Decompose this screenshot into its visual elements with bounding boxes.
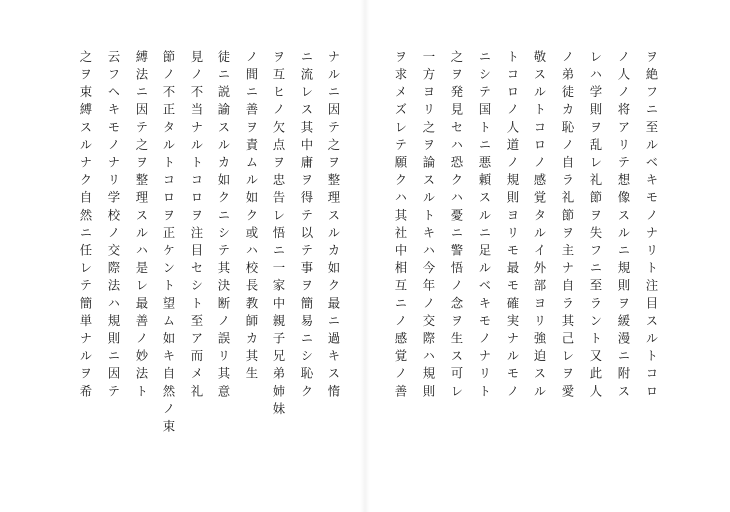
- text-column: ノ人ノ将アリテ想像スルニ規則ヲ緩漫ニ附ス: [616, 50, 631, 402]
- right-page: [365, 0, 730, 512]
- text-column: ニ流レス其中庸ヲ得テ以テ事ヲ簡易ニシ恥ク: [299, 50, 314, 402]
- text-column: ヲ互ヒノ欠点ヲ忠告レ悟ニ一家中親子兄弟姉妹: [271, 50, 286, 420]
- text-column: ヲ求メズレテ願クハ其社中相互ニノ感覚ノ善: [393, 50, 408, 402]
- text-column: レハ学則ヲ乱レ礼節ヲ失フニ至ラント又此人: [588, 50, 603, 402]
- text-column: 徒ニ説諭スルカ如クニシテ其決断ノ誤リ其意: [216, 50, 231, 402]
- text-column: ニシテ国トニ悪頼スルニ足ルベキモノナリト: [477, 50, 492, 402]
- text-column: 云フヘキモノナリ学校ノ交際法ハ規則ニ因テ: [106, 50, 121, 402]
- text-column: ヲ絶フニ至ルベキモノナリト注目スルトコロ: [644, 50, 659, 402]
- text-column: ノ弟徒カ恥ノ自ラ礼節ヲ主ナ自ラ其己レヲ愛: [560, 50, 575, 402]
- text-column: 節ノ不正タルトコロヲ正ケント望ム如キ自然ノ束: [161, 50, 176, 438]
- text-column: 敬スルトコロノ感覚タルイ外部ヨリ強迫スル: [532, 50, 547, 402]
- text-column: 一方ヨリ之ヲ論スルトキハ今年ノ交際ハ規則: [421, 50, 436, 402]
- text-column: 之ヲ発見セハ恐クハ憂ニ警悟ノ念ヲ生ス可レ: [449, 50, 464, 402]
- text-column: ナルニ因テ之ヲ整理スルカ如ク最ニ過キス惰: [326, 50, 341, 402]
- text-column: 見ノ不当ナルトコロヲ注目セシト至ア而メ礼: [189, 50, 204, 402]
- text-column: トコロノ人道ノ規則ヨリモ最モ確実ナルモノ: [505, 50, 520, 402]
- text-column: ノ間ニ善ヲ責ムル如ク或ハ校長教師カ其生: [244, 50, 259, 385]
- text-column: 縛法ニ因テ之ヲ整理スルハ是レ最善ノ妙法ト: [134, 50, 149, 402]
- text-column: 之ヲ束縛スルナク自然ニ任レテ簡単ナルヲ希: [78, 50, 93, 402]
